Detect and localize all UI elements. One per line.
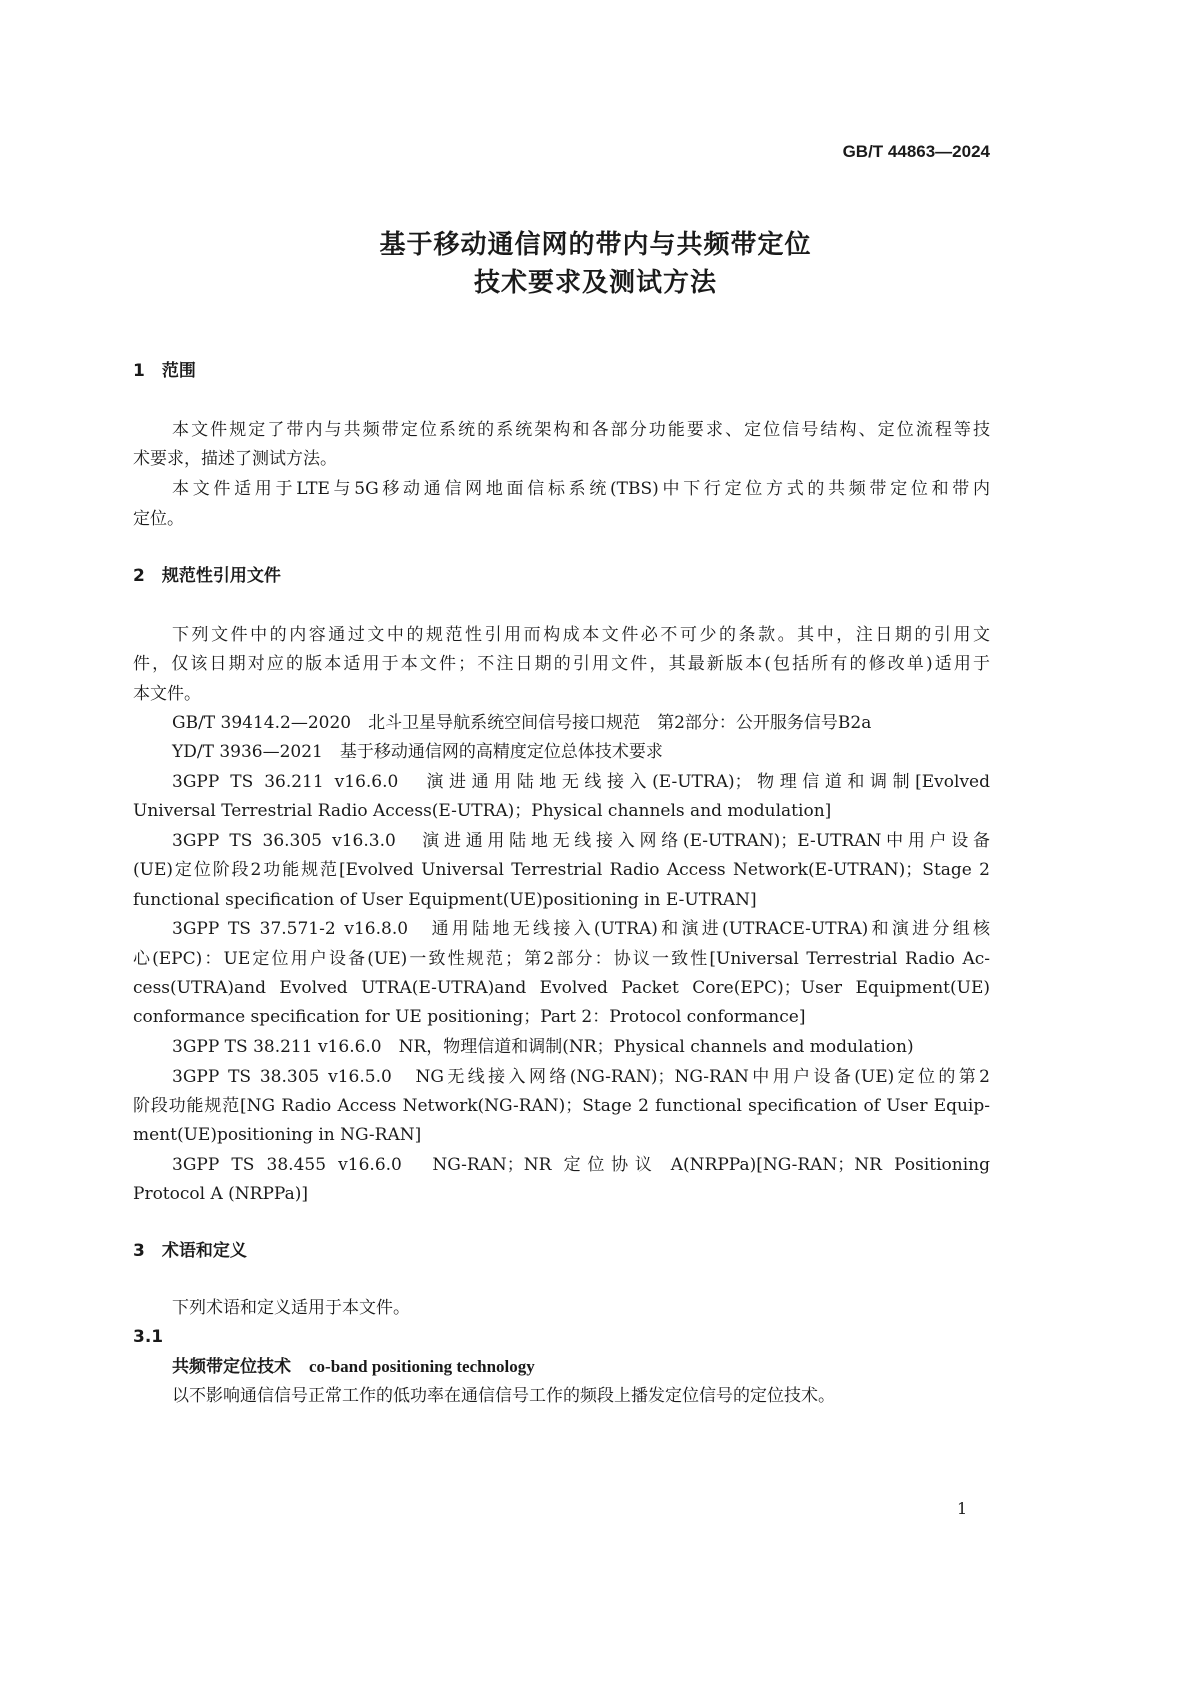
reference-line: 3GPP TS 36.305 v16.3.0 演进通用陆地无线接入网络(E-UTRAN)；E-UTRAN中用户设备 (172, 831, 990, 851)
reference-line: Universal Terrestrial Radio Access(E-UTRA)；Physical channels and modulation] (133, 801, 832, 821)
paragraph-line: 本文件适用于LTE与5G移动通信网地面信标系统(TBS)中下行定位方式的共频带定位和带内 (172, 479, 990, 499)
term-entry (172, 1356, 990, 1378)
reference-line: 心(EPC)：UE定位用户设备(UE)一致性规范；第2部分：协议一致性[Universal Terrestrial Radio Ac- (133, 949, 990, 969)
section-2-heading: 2 规范性引用文件 (133, 566, 281, 586)
document-title-line-2: 技术要求及测试方法 (473, 268, 717, 298)
reference-line: Protocol A (NRPPa)] (133, 1184, 308, 1204)
standard-number: GB/T 44863—2024 (842, 142, 990, 161)
paragraph-line: 本文件。 (133, 684, 201, 704)
term-definition: 以不影响通信信号正常工作的低功率在通信信号工作的频段上播发定位信号的定位技术。 (172, 1386, 835, 1406)
document-title-line-1: 基于移动通信网的带内与共频带定位 (379, 230, 812, 260)
paragraph-line: 件，仅该日期对应的版本适用于本文件；不注日期的引用文件，其最新版本(包括所有的修改单)适用于 (133, 654, 990, 674)
reference-line: cess(UTRA)and Evolved UTRA(E-UTRA)and Evolved Packet Core(EPC)；User Equipment(UE) (133, 978, 990, 998)
term-chinese: 共频带定位技术 (172, 1357, 291, 1377)
reference-line: 3GPP TS 37.571-2 v16.8.0 通用陆地无线接入(UTRA)和演进(UTRACE-UTRA)和演进分组核 (172, 919, 990, 939)
reference-line: 3GPP TS 38.305 v16.5.0 NG无线接入网络(NG-RAN)；NG-RAN中用户设备(UE)定位的第2 (172, 1067, 990, 1087)
reference-line: 阶段功能规范[NG Radio Access Network(NG-RAN)；Stage 2 functional specification of User Equip- (133, 1096, 990, 1116)
section-1-heading: 1 范围 (133, 361, 196, 381)
paragraph-line: 下列术语和定义适用于本文件。 (172, 1298, 410, 1318)
paragraph-line: 下列文件中的内容通过文中的规范性引用而构成本文件必不可少的条款。其中，注日期的引用文 (172, 625, 990, 645)
paragraph-line: 定位。 (133, 509, 184, 529)
reference-line: 3GPP TS 38.455 v16.6.0 NG-RAN；NR 定位协议 A(NRPPa)[NG-RAN；NR Positioning (172, 1155, 990, 1175)
section-3-heading: 3 术语和定义 (133, 1241, 247, 1261)
page-number: 1 (957, 1499, 968, 1518)
term-english: co-band positioning technology (309, 1357, 535, 1376)
reference-line: 3GPP TS 36.211 v16.6.0 演进通用陆地无线接入(E-UTRA)；物理信道和调制[Evolved (172, 772, 990, 792)
term-number: 3.1 (133, 1327, 164, 1347)
reference-line: YD/T 3936—2021 基于移动通信网的高精度定位总体技术要求 (172, 742, 663, 762)
reference-line: ment(UE)positioning in NG-RAN] (133, 1125, 422, 1145)
reference-line: 3GPP TS 38.211 v16.6.0 NR，物理信道和调制(NR；Physical channels and modulation) (172, 1037, 914, 1057)
reference-line: (UE)定位阶段2功能规范[Evolved Universal Terrestrial Radio Access Network(E-UTRAN)；Stage 2 (133, 860, 990, 880)
paragraph-line: 术要求，描述了测试方法。 (133, 449, 337, 469)
paragraph-line: 本文件规定了带内与共频带定位系统的系统架构和各部分功能要求、定位信号结构、定位流程等技 (172, 420, 990, 440)
reference-line: GB/T 39414.2—2020 北斗卫星导航系统空间信号接口规范 第2部分：公开服务信号B2a (172, 713, 872, 733)
reference-line: functional specification of User Equipment(UE)positioning in E-UTRAN] (133, 890, 757, 910)
reference-line: conformance specification for UE positioning；Part 2：Protocol conformance] (133, 1007, 806, 1027)
